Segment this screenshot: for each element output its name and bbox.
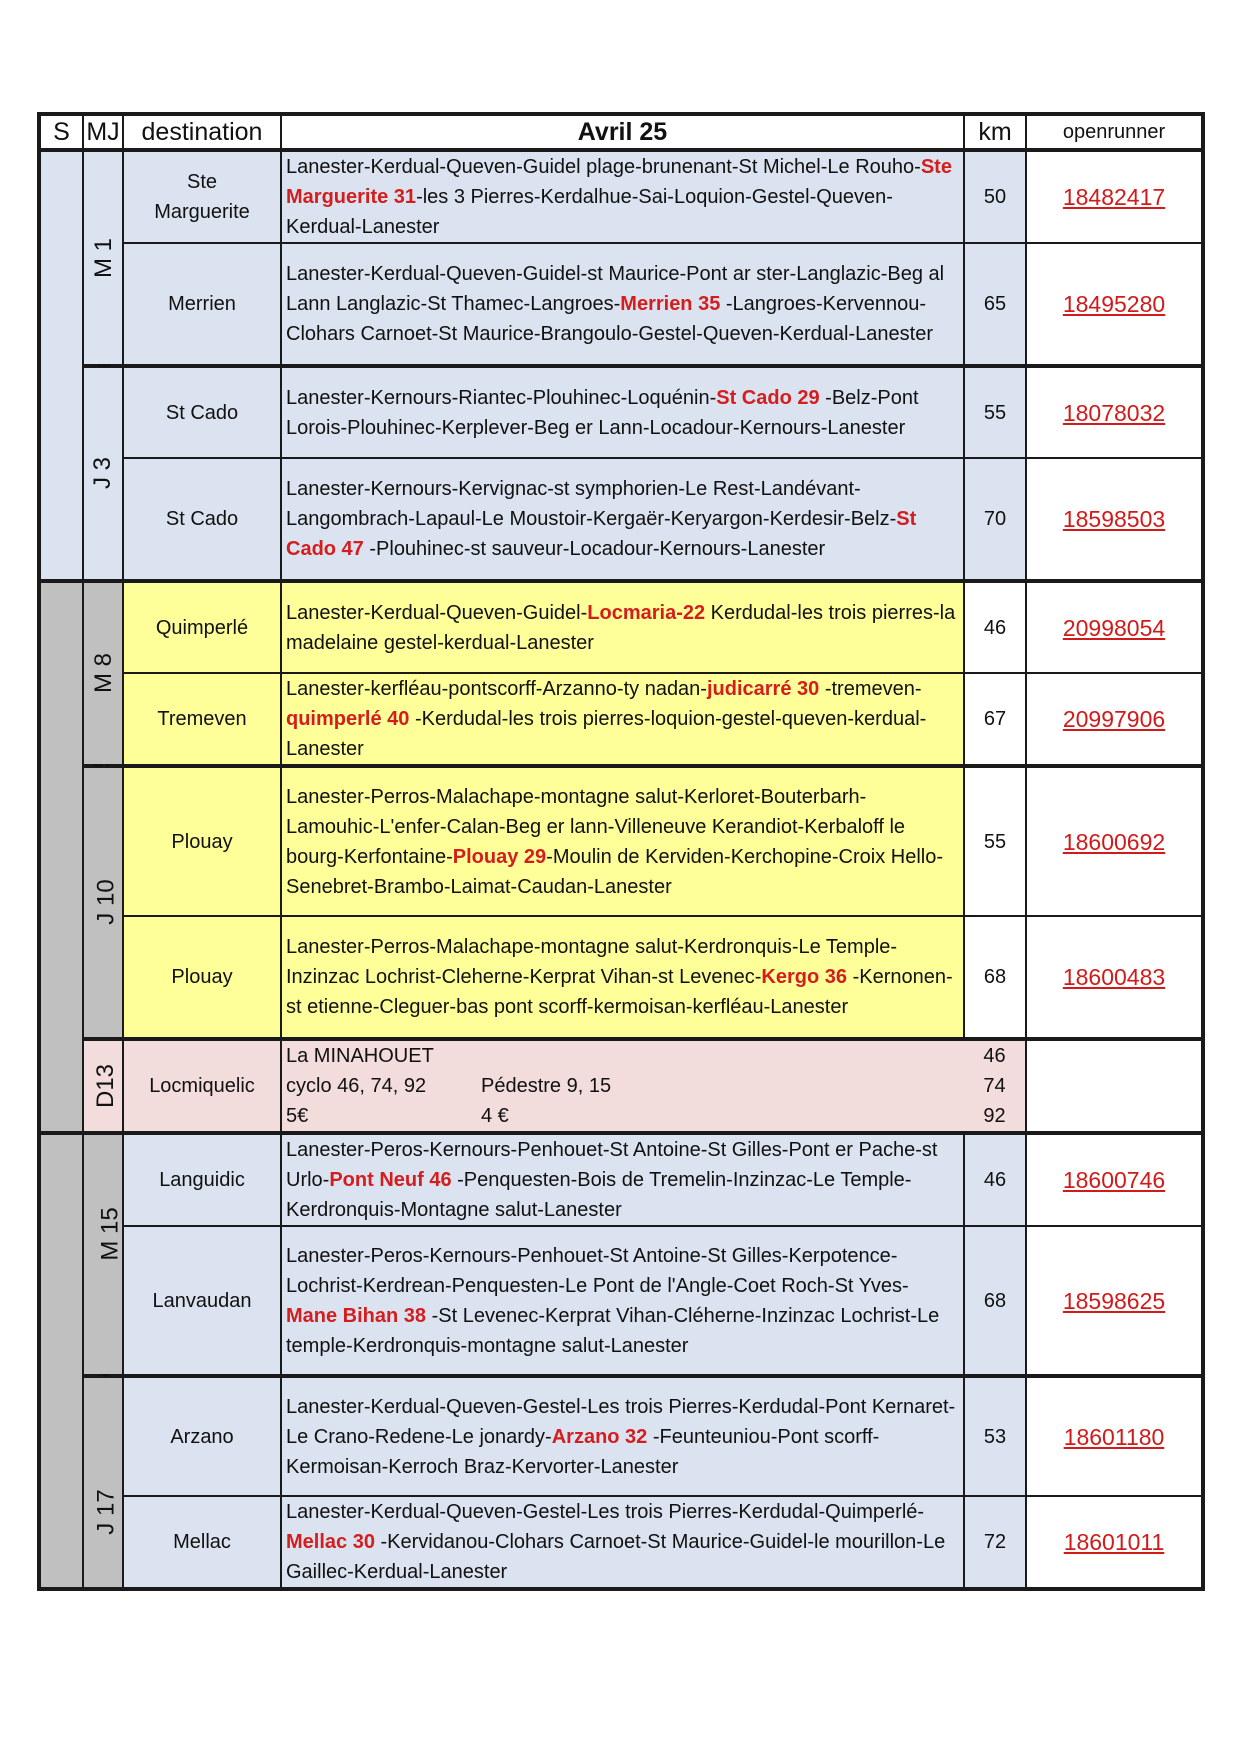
destination-cell: Languidic [123, 1133, 281, 1226]
route-cell: Lanester-Kerdual-Queven-Guidel plage-brunenant-St Michel-Le Rouho-Ste Marguerite 31-les 3 Pierres-Kerdalhue-Sai-Loquion-Gestel-Queven-Kerdual-Lanester [281, 150, 964, 243]
route-cell: Lanester-Kernours-Riantec-Plouhinec-Loquénin-St Cado 29 -Belz-Pont Lorois-Plouhinec-Kerplever-Beg er Lann-Locadour-Kernours-Lanester [281, 366, 964, 458]
destination-cell: Mellac [123, 1496, 281, 1589]
table-row [39, 1496, 1203, 1589]
km-cell: 46 [964, 1133, 1026, 1226]
openrunner-link[interactable]: 20998054 [1026, 581, 1203, 673]
day-d13-label: D13 [83, 1039, 123, 1133]
week-16-label [39, 1133, 83, 1589]
header-mj: MJ [83, 114, 123, 150]
table-row [39, 1133, 1203, 1226]
openrunner-empty [1026, 1039, 1203, 1133]
event-price-cyclo: 5€ [286, 1105, 309, 1127]
km-cell: 53 [964, 1376, 1026, 1496]
week-14-label [39, 150, 83, 581]
table-row [39, 243, 1203, 366]
table-row [39, 1376, 1203, 1496]
table-row [39, 458, 1203, 581]
destination-cell: Merrien [123, 243, 281, 366]
table-row [39, 766, 1203, 916]
openrunner-link[interactable]: 18482417 [1026, 150, 1203, 243]
day-m1-label: M 1 [83, 150, 123, 366]
route-cell: Lanester-Kerdual-Queven-Guidel-Locmaria-22 Kerdudal-les trois pierres-la madelaine gestel-kerdual-Lanester [281, 581, 964, 673]
openrunner-link[interactable]: 18600483 [1026, 916, 1203, 1039]
table-row [39, 673, 1203, 766]
destination-cell: St Cado [123, 458, 281, 581]
km-cell: 70 [964, 458, 1026, 581]
openrunner-link[interactable]: 18598625 [1026, 1226, 1203, 1376]
km-cell: 67 [964, 673, 1026, 766]
km-cell: 50 [964, 150, 1026, 243]
destination-cell: Locmiquelic [123, 1039, 281, 1133]
km-cell: 46 74 92 [964, 1039, 1026, 1133]
event-title: La MINAHOUET [286, 1045, 434, 1067]
km-cell: 68 [964, 1226, 1026, 1376]
day-m8-label: M 8 [83, 581, 123, 766]
header-row [39, 114, 1203, 150]
destination-cell: Quimperlé [123, 581, 281, 673]
header-s: S [39, 114, 83, 150]
header-openrunner: openrunner [1026, 114, 1203, 150]
week-15-label [39, 581, 83, 1133]
route-cell: Lanester-Peros-Kernours-Penhouet-St Antoine-St Gilles-Kerpotence-Lochrist-Kerdrean-Penquesten-Le Pont de l'Angle-Coet Roch-St Yves-Mane Bihan 38 -St Levenec-Kerprat Vihan-Cléherne-Inzinzac Lochrist-Le temple-Kerdronquis-montagne salut-Lanester [281, 1226, 964, 1376]
route-cell: Lanester-Kerdual-Queven-Gestel-Les trois Pierres-Kerdudal-Quimperlé-Mellac 30 -Kervidanou-Clohars Carnoet-St Maurice-Guidel-le mourillon-Le Gaillec-Kerdual-Lanester [281, 1496, 964, 1589]
destination-cell: Tremeven [123, 673, 281, 766]
destination-cell: Lanvaudan [123, 1226, 281, 1376]
km-cell: 55 [964, 766, 1026, 916]
day-m15-label: M 15 [83, 1133, 123, 1376]
km-cell: 55 [964, 366, 1026, 458]
km-cell: 65 [964, 243, 1026, 366]
destination-cell: Plouay [123, 916, 281, 1039]
route-cell: Lanester-Kerdual-Queven-Guidel-st Maurice-Pont ar ster-Langlazic-Beg al Lann Langlazic-St Thamec-Langroes-Merrien 35 -Langroes-Kervennou-Clohars Carnoet-St Maurice-Brangoulo-Gestel-Queven-Kerdual-Lanester [281, 243, 964, 366]
destination-cell: Plouay [123, 766, 281, 916]
event-cyclo: cyclo 46, 74, 92 [286, 1075, 427, 1097]
ride-schedule-table [37, 112, 1205, 1591]
km-cell: 72 [964, 1496, 1026, 1589]
openrunner-link[interactable]: 18495280 [1026, 243, 1203, 366]
openrunner-link[interactable]: 18601180 [1026, 1376, 1203, 1496]
route-cell: Lanester-Kerdual-Queven-Gestel-Les trois Pierres-Kerdudal-Pont Kernaret-Le Crano-Redene-Le jonardy-Arzano 32 -Feunteuniou-Pont scorff-Kermoisan-Kerroch Braz-Kervorter-Lanester [281, 1376, 964, 1496]
event-cell [281, 1039, 964, 1133]
table-row [39, 1039, 1203, 1133]
openrunner-link[interactable]: 18601011 [1026, 1496, 1203, 1589]
table-row [39, 581, 1203, 673]
openrunner-link[interactable]: 18600746 [1026, 1133, 1203, 1226]
route-cell: Lanester-Perros-Malachape-montagne salut-Kerdronquis-Le Temple-Inzinzac Lochrist-Cleherne-Kerprat Vihan-st Levenec-Kergo 36 -Kernonen-st etienne-Cleguer-bas pont scorff-kermoisan-kerfléau-Lanester [281, 916, 964, 1039]
route-cell: Lanester-Perros-Malachape-montagne salut-Kerloret-Bouterbarh-Lamouhic-L'enfer-Calan-Beg er lann-Villeneuve Kerandiot-Kerbaloff le bourg-Kerfontaine-Plouay 29-Moulin de Kerviden-Kerchopine-Croix Hello-Senebret-Brambo-Laimat-Caudan-Lanester [281, 766, 964, 916]
day-j10-label: J 10 [83, 766, 123, 1039]
table-row [39, 150, 1203, 243]
header-month: Avril 25 [281, 114, 964, 150]
destination-cell: St Cado [123, 366, 281, 458]
table-row [39, 916, 1203, 1039]
km-cell: 68 [964, 916, 1026, 1039]
km-cell: 46 [964, 581, 1026, 673]
route-cell: Lanester-Peros-Kernours-Penhouet-St Antoine-St Gilles-Pont er Pache-st Urlo-Pont Neuf 46 -Penquesten-Bois de Tremelin-Inzinzac-Le Temple-Kerdronquis-Montagne salut-Lanester [281, 1133, 964, 1226]
table-row [39, 1226, 1203, 1376]
openrunner-link[interactable]: 18598503 [1026, 458, 1203, 581]
day-j17-label: J 17 [83, 1376, 123, 1589]
event-price-pedestre: 4 € [481, 1105, 509, 1127]
header-destination: destination [123, 114, 281, 150]
day-j3-label: J 3 [83, 366, 123, 581]
route-cell: Lanester-Kernours-Kervignac-st symphorien-Le Rest-Landévant-Langombrach-Lapaul-Le Moustoir-Kergaër-Keryargon-Kerdesir-Belz-St Cado 47 -Plouhinec-st sauveur-Locadour-Kernours-Lanester [281, 458, 964, 581]
destination-cell: Ste Marguerite [123, 150, 281, 243]
header-km: km [964, 114, 1026, 150]
openrunner-link[interactable]: 18078032 [1026, 366, 1203, 458]
table-row [39, 366, 1203, 458]
openrunner-link[interactable]: 18600692 [1026, 766, 1203, 916]
destination-cell: Arzano [123, 1376, 281, 1496]
event-pedestre: Pédestre 9, 15 [481, 1075, 612, 1097]
openrunner-link[interactable]: 20997906 [1026, 673, 1203, 766]
route-cell: Lanester-kerfléau-pontscorff-Arzanno-ty nadan-judicarré 30 -tremeven-quimperlé 40 -Kerdudal-les trois pierres-loquion-gestel-queven-kerdual-Lanester [281, 673, 964, 766]
